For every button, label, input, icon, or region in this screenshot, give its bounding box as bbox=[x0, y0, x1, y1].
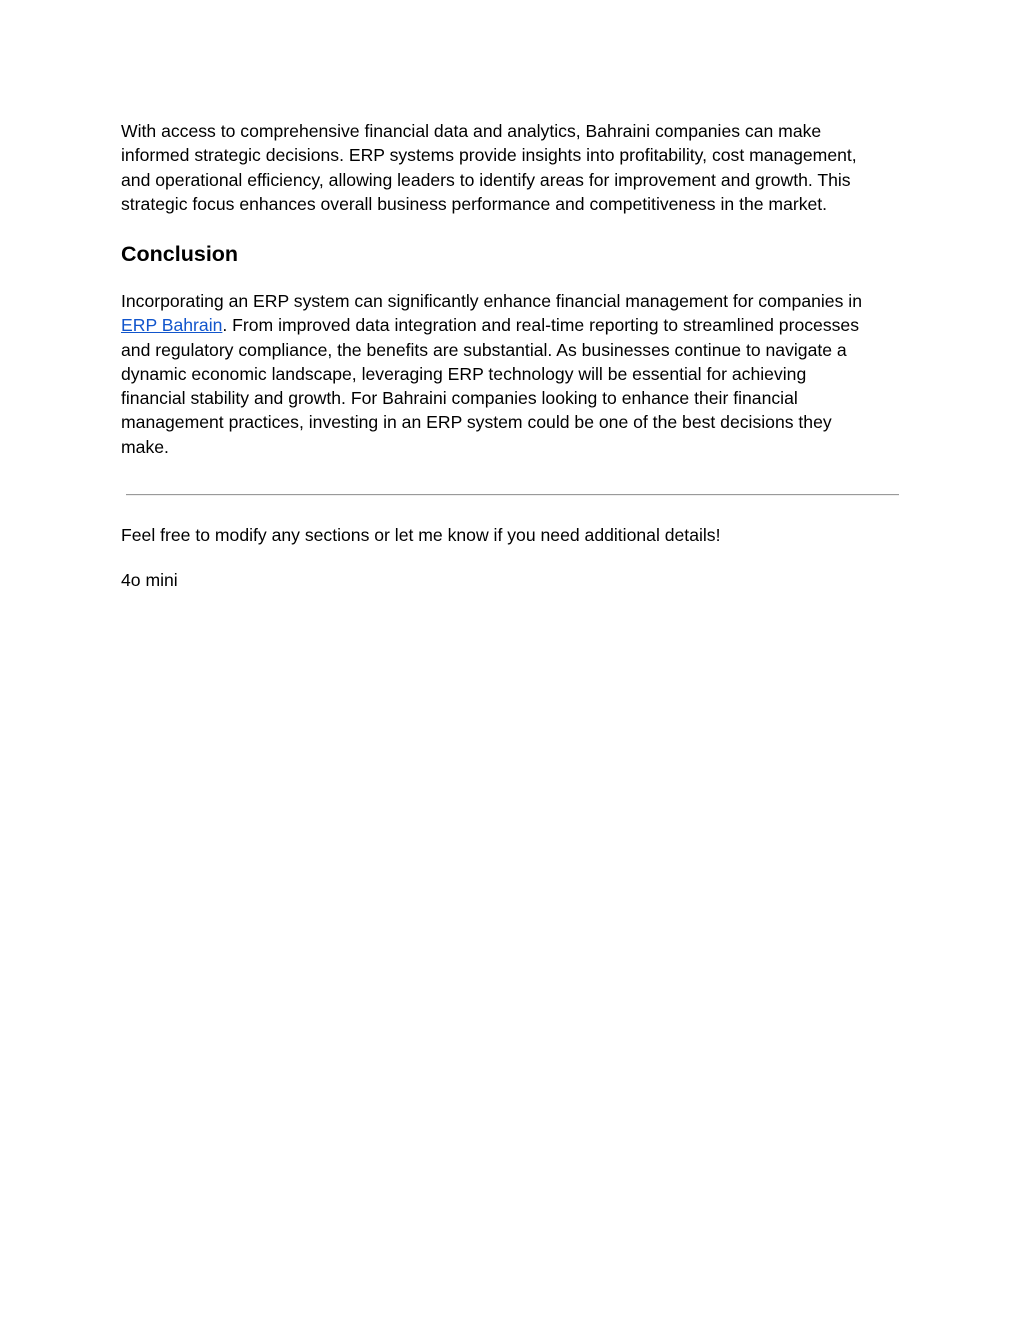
model-label: 4o mini bbox=[121, 570, 178, 590]
conclusion-paragraph bbox=[121, 289, 911, 459]
footer-note: Feel free to modify any sections or let me know if you need additional details! bbox=[121, 525, 721, 545]
paragraph-line: dynamic economic landscape, leveraging ERP technology will be essential for achieving bbox=[121, 363, 807, 384]
paragraph-line: informed strategic decisions. ERP systems provide insights into profitability, cost management, bbox=[121, 145, 857, 166]
intro-paragraph bbox=[121, 119, 911, 216]
paragraph-line: Incorporating an ERP system can significantly enhance financial management for companies in bbox=[121, 291, 862, 311]
paragraph-line-rest: . From improved data integration and real-time reporting to streamlined processes bbox=[222, 315, 859, 336]
paragraph-line: strategic focus enhances overall business performance and competitiveness in the market. bbox=[121, 193, 828, 214]
erp-bahrain-link[interactable]: ERP Bahrain bbox=[121, 315, 223, 336]
conclusion-heading: Conclusion bbox=[121, 242, 239, 266]
horizontal-rule bbox=[126, 494, 899, 496]
paragraph-line-with-link bbox=[121, 313, 911, 337]
paragraph-line: and regulatory compliance, the benefits are substantial. As businesses continue to navigate a bbox=[121, 339, 847, 360]
paragraph-line: financial stability and growth. For Bahraini companies looking to enhance their financial bbox=[121, 388, 798, 409]
paragraph-line: make. bbox=[121, 436, 169, 457]
paragraph-line: and operational efficiency, allowing leaders to identify areas for improvement and growth. This bbox=[121, 169, 851, 190]
paragraph-line: management practices, investing in an ERP system could be one of the best decisions they bbox=[121, 412, 832, 433]
paragraph-line: With access to comprehensive financial data and analytics, Bahraini companies can make bbox=[121, 121, 822, 141]
